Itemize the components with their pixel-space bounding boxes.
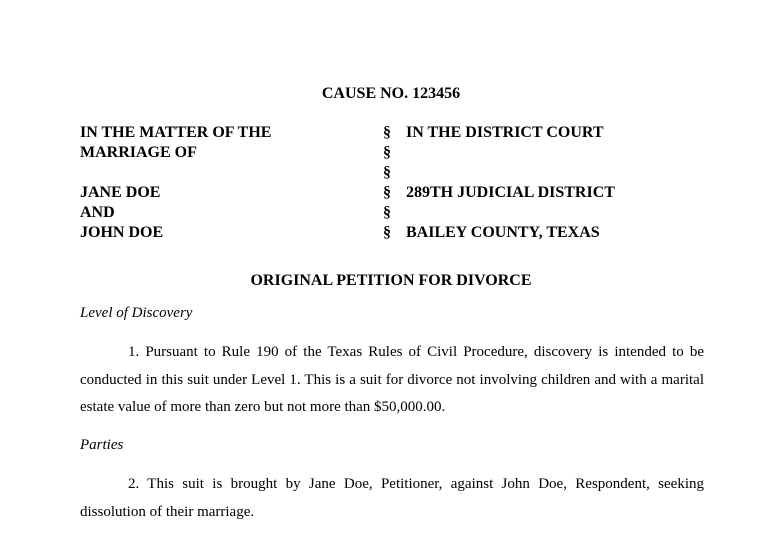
section-symbol: § [383,144,391,161]
caption-left-line: MARRIAGE OF [80,144,197,161]
cause-number: CAUSE NO. 123456 [321,85,461,102]
caption-section-symbols [383,123,391,243]
section-symbol: § [383,164,391,181]
document-title: ORIGINAL PETITION FOR DIVORCE [250,272,532,289]
section-symbol: § [383,224,391,241]
caption-right-line [406,203,615,223]
caption-left-line: JOHN DOE [80,224,164,241]
section-heading-parties: Parties [80,437,124,453]
caption-right-line: BAILEY COUNTY, TEXAS [406,224,600,241]
paragraph-parties: 2. This suit is brought by Jane Doe, Petitioner, against John Doe, Respondent, seeking dissolution of their marriage. [80,476,704,520]
caption-left-line: IN THE MATTER OF THE [80,124,272,141]
section-symbol: § [383,124,391,141]
caption-parties [80,123,271,243]
section-symbol: § [383,184,391,201]
caption-right-line [406,143,615,163]
caption-court [406,123,615,243]
section-symbol: § [383,204,391,221]
caption-left-line: JANE DOE [80,184,161,201]
caption-left-line [80,163,271,183]
caption-right-line [406,163,615,183]
caption-right-line: 289TH JUDICIAL DISTRICT [406,184,615,201]
caption-left-line: AND [80,204,115,221]
caption-right-line: IN THE DISTRICT COURT [406,124,604,141]
paragraph-discovery: 1. Pursuant to Rule 190 of the Texas Rules of Civil Procedure, discovery is intended to be conducted in this suit under Level 1. This is a suit for divorce not involving children and with a marital estate value of more than zero but not more than $50,000.00. [80,344,704,415]
section-heading-discovery: Level of Discovery [80,305,193,321]
